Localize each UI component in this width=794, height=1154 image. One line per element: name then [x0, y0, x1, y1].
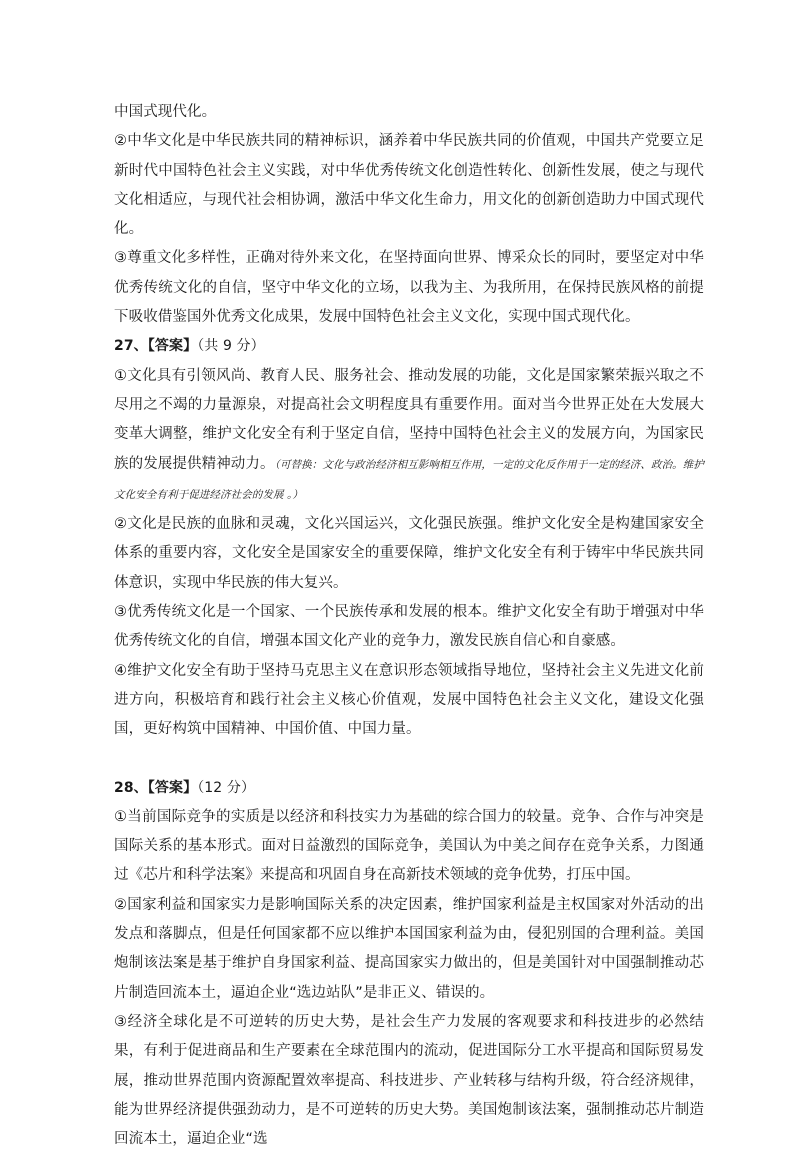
- question-27-label: 27、【答案】: [114, 338, 198, 355]
- question-27-points: （共 9 分）: [197, 338, 265, 355]
- paragraph-q27-3: ③优秀传统文化是一个国家、一个民族传承和发展的根本。维护文化安全有助于增强对中华优秀传统文化的自信，增强本国文化产业的竞争力，激发民族自信心和自豪感。: [114, 604, 704, 650]
- answer-text-block: [114, 98, 704, 1154]
- q27-p1-main-text: ①文化具有引领风尚、教育人民、服务社会、推动发展的功能，文化是国家繁荣振兴取之不尽用之不竭的力量源泉，对提高社会文明程度具有重要作用。面对当今世界正处在大发展大变革大调整，维护文化安全有利于坚定自信，坚持中国特色社会主义的发展方向，为国家民族的发展提供精神动力。: [114, 367, 704, 472]
- section-spacer: [114, 745, 704, 774]
- paragraph-q28-2: ②国家利益和国家实力是影响国际关系的决定因素，维护国家利益是主权国家对外活动的出发点和落脚点，但是任何国家都不应以维护本国国家利益为由，侵犯别国的合理利益。美国炮制该法案是基于维护自身国家利益、提高国家实力做出的，但是美国针对中国强制推动芯片制造回流本土，逼迫企业“选边站队”是非正义、错误的。: [114, 896, 704, 1001]
- paragraph-q26-tail-2: ②中华文化是中华民族共同的精神标识，涵养着中华民族共同的价值观，中国共产党要立足新时代中国特色社会主义实践，对中华优秀传统文化创造性转化、创新性发展，使之与现代文化相适应，与现代社会相协调，激活中华文化生命力，用文化的创新创造助力中国式现代化。: [114, 133, 704, 238]
- paragraph-q27-4: ④维护文化安全有助于坚持马克思主义在意识形态领域指导地位，坚持社会主义先进文化前进方向，积极培育和践行社会主义核心价值观，发展中国特色社会主义文化，建设文化强国，更好构筑中国精神、中国价值、中国力量。: [114, 662, 704, 738]
- paragraph-q28-3: ③经济全球化是不可逆转的历史大势，是社会生产力发展的客观要求和科技进步的必然结果，有利于促进商品和生产要素在全球范围内的流动，促进国际分工水平提高和国际贸易发展，推动世界范围内资源配置效率提高、科技进步、产业转移与结构升级，符合经济规律，能为世界经济提供强劲动力，是不可逆转的历史大势。美国炮制该法案，强制推动芯片制造回流本土，逼迫企业“选: [114, 1013, 704, 1148]
- paragraph-q27-1: [114, 362, 704, 510]
- paragraph-q26-tail-1: 中国式现代化。: [114, 104, 217, 120]
- paragraph-q26-tail-3: ③尊重文化多样性，正确对待外来文化，在坚持面向世界、博采众长的同时，要坚定对中华优秀传统文化的自信，坚守中华文化的立场，以我为主、为我所用，在保持民族风格的前提下吸收借鉴国外优秀文化成果，发展中国特色社会主义文化，实现中国式现代化。: [114, 250, 704, 326]
- paragraph-q27-2: ②文化是民族的血脉和灵魂，文化兴国运兴，文化强民族强。维护文化安全是构建国家安全体系的重要内容，文化安全是国家安全的重要保障，维护文化安全有利于铸牢中华民族共同体意识，实现中华民族的伟大复兴。: [114, 516, 704, 591]
- question-28-label: 28、【答案】: [114, 779, 198, 796]
- q27-p1-note: （可替换：文化与政治经济相互影响相互作用，一定的文化反作用于一定的经济、政治。维护文化安全有利于促进经济社会的发展 。）: [114, 458, 704, 501]
- question-28-heading: [114, 774, 704, 803]
- question-27-heading: [114, 332, 704, 361]
- paragraph-q28-1: ①当前国际竞争的实质是以经济和科技实力为基础的综合国力的较量。竞争、合作与冲突是国际关系的基本形式。面对日益激烈的国际竞争，美国认为中美之间存在竞争关系，力图通过《芯片和科学法案》来提高和巩固自身在高新技术领域的竞争优势，打压中国。: [114, 808, 704, 884]
- question-28-points: （12 分）: [197, 779, 256, 796]
